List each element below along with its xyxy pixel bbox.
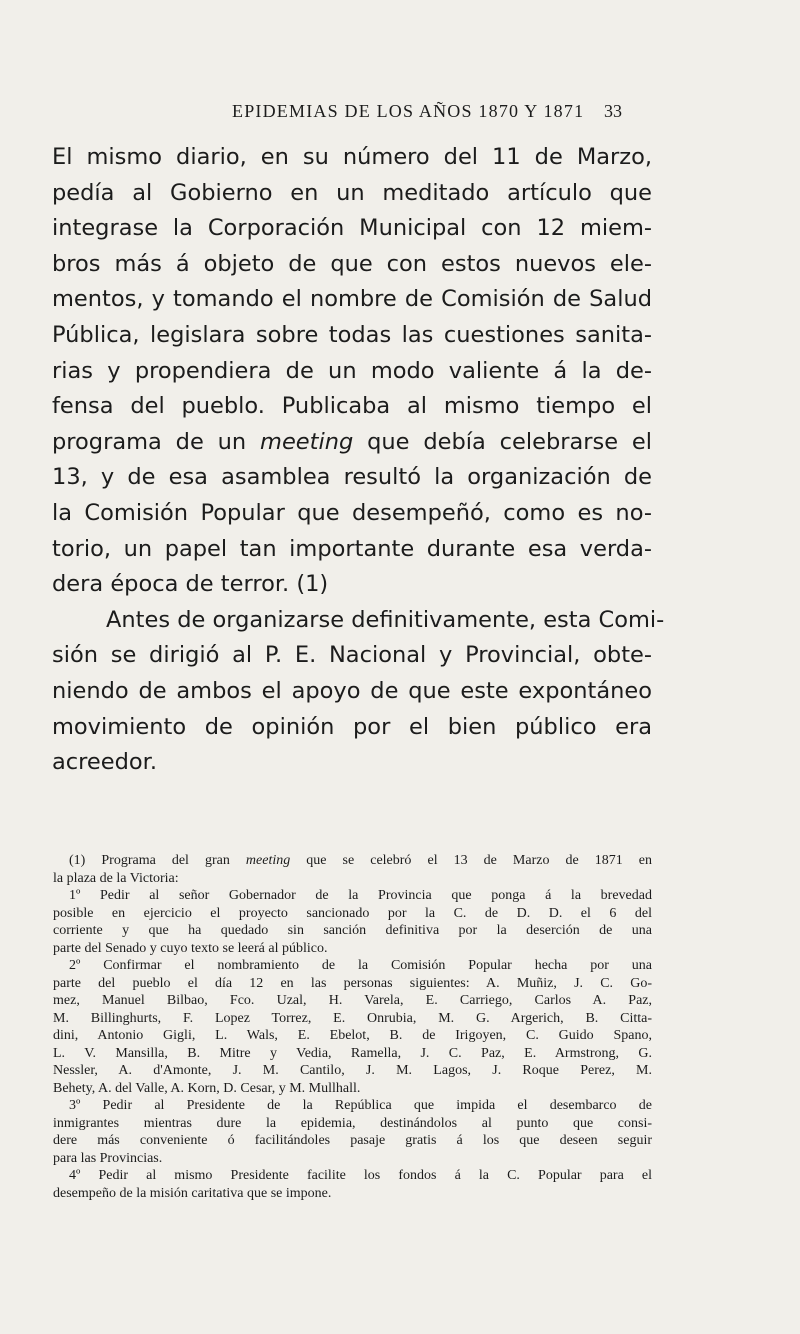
footnote-line: dere más conveniente ó facilitándoles pasaje gratis á los que deseen seguir (53, 1133, 652, 1148)
running-head (0, 101, 800, 131)
body-line-segment: programa de un (52, 428, 247, 455)
body-line: fensa del pueblo. Publicaba al mismo tiempo el (52, 393, 652, 420)
footnote-line: parte del Senado y cuyo texto se leerá al público. (53, 940, 328, 956)
footnote-line: 2º Confirmar el nombramiento de la Comisión Popular hecha por una (69, 958, 652, 973)
footnote-line: parte del pueblo el día 12 en las personas siguientes: A. Muñiz, J. C. Go- (53, 975, 652, 991)
body-line: Pública, legislara sobre todas las cuestiones sanita- (52, 321, 652, 348)
running-head-title: EPIDEMIAS DE LOS AÑOS 1870 Y 1871 (232, 101, 585, 121)
body-line: 13, y de esa asamblea resultó la organización de (52, 464, 652, 491)
italic-word: meeting (245, 853, 291, 868)
footnote-line: mez, Manuel Bilbao, Fco. Uzal, H. Varela, E. Carriego, Carlos A. Paz, (53, 993, 652, 1008)
body-line: la Comisión Popular que desempeñó, como es no- (52, 499, 652, 526)
footnote-line: 4º Pedir al mismo Presidente facilite los fondos á la C. Popular para el (69, 1168, 652, 1183)
body-line: bros más á objeto de que con estos nuevos ele- (52, 250, 652, 277)
footnote-line: 3º Pedir al Presidente de la República que impida el desembarco de (69, 1098, 652, 1113)
body-line: dera época de terror. (1) (52, 571, 329, 598)
footnote (53, 852, 652, 1202)
footnote-line (53, 852, 652, 870)
footnote-line: para las Provincias. (53, 1150, 163, 1166)
footnote-line: dini, Antonio Gigli, L. Wals, E. Ebelot, B. de Irigoyen, C. Guido Spano, (53, 1028, 652, 1043)
footnote-line: M. Billinghurts, F. Lopez Torrez, E. Onrubia, M. G. Argerich, B. Citta- (53, 1010, 652, 1026)
body-line: mentos, y tomando el nombre de Comisión de Salud (52, 286, 652, 313)
body-line: El mismo diario, en su número del 11 de Marzo, (52, 144, 652, 170)
body-line-segment: que debía celebrarse el (367, 428, 653, 455)
footnote-line: 1º Pedir al señor Gobernador de la Provincia que ponga á la brevedad (69, 888, 652, 903)
footnote-line: L. V. Mansilla, B. Mitre y Vedia, Ramella, J. C. Paz, E. Armstrong, G. (53, 1045, 652, 1061)
footnote-line: la plaza de la Victoria: (53, 870, 179, 886)
italic-word: meeting (260, 428, 354, 455)
body-line: integrase la Corporación Municipal con 12 miem- (52, 215, 652, 242)
footnote-line: posible en ejercicio el proyecto sancionado por la C. de D. D. el 6 del (53, 905, 652, 921)
page-number: 33 (604, 101, 622, 121)
footnote-segment: que se celebró el 13 de Marzo de 1871 en (306, 853, 653, 868)
footnote-line: inmigrantes mientras dure la epidemia, destinándolos al punto que consi- (53, 1115, 652, 1131)
footnote-segment: (1) Programa del gran (69, 853, 230, 868)
body-text (52, 140, 665, 781)
body-line: rias y propendiera de un modo valiente á la de- (52, 357, 652, 384)
body-line (52, 425, 652, 461)
body-line: sión se dirigió al P. E. Nacional y Provincial, obte- (52, 642, 652, 669)
body-line: torio, un papel tan importante durante esa verda- (52, 535, 652, 562)
body-line: niendo de ambos el apoyo de que este expontáneo (52, 677, 652, 704)
footnote-line: corriente y que ha quedado sin sanción definitiva por la deserción de una (53, 923, 652, 938)
body-line: movimiento de opinión por el bien público era (52, 713, 652, 740)
footnote-line: desempeño de la misión caritativa que se impone. (53, 1185, 332, 1201)
footnote-line: Nessler, A. d'Amonte, J. M. Cantilo, J. M. Lagos, J. Roque Perez, M. (53, 1063, 652, 1078)
body-line: Antes de organizarse definitivamente, esta Comi- (106, 606, 665, 633)
body-line: acreedor. (52, 749, 157, 776)
footnote-line: Behety, A. del Valle, A. Korn, D. Cesar, y M. Mullhall. (53, 1080, 361, 1096)
body-line: pedía al Gobierno en un meditado artículo que (52, 179, 652, 206)
